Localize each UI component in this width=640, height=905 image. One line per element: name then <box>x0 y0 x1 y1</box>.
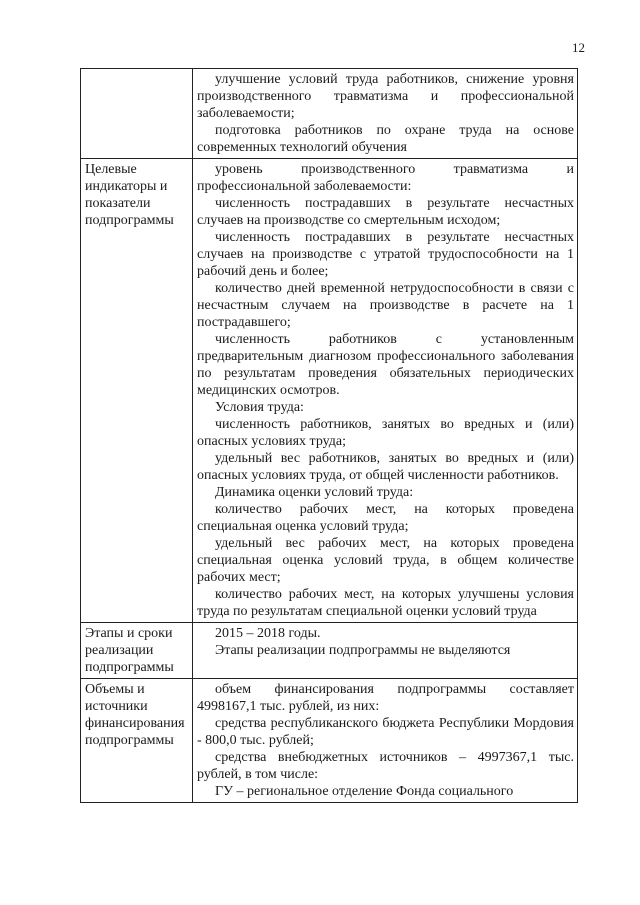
content-paragraph: Динамика оценки условий труда: <box>215 485 414 500</box>
content-paragraph: численность пострадавших в результате несчастных случаев на производстве с утратой трудоспособности на 1 рабочий день и более; <box>197 230 574 279</box>
row-label: Целевые индикаторы и показатели подпрограммы <box>81 159 193 623</box>
row-content <box>193 69 578 159</box>
content-paragraph: удельный вес рабочих мест, на которых проведена специальная оценка условий труда, в общем количестве рабочих мест; <box>197 536 574 585</box>
content-paragraph: улучшение условий труда работников, снижение уровня производственного травматизма и профессиональной заболеваемости; <box>197 72 574 121</box>
content-paragraph: ГУ – региональное отделение Фонда социального <box>215 784 514 799</box>
row-label: Этапы и сроки реализации подпрограммы <box>81 623 193 679</box>
row-content <box>193 159 578 623</box>
table-row <box>81 159 578 623</box>
content-paragraph: уровень производственного травматизма и профессиональной заболеваемости: <box>197 162 574 194</box>
table-row <box>81 69 578 159</box>
content-paragraph: численность работников с установленным предварительным диагнозом профессионального заболевания по результатам проведения обязательных периодических медицинских осмотров. <box>197 332 574 398</box>
content-paragraph: количество дней временной нетрудоспособности в связи с несчастным случаем на производстве в расчете на 1 пострадавшего; <box>197 281 574 330</box>
row-content <box>193 679 578 803</box>
content-paragraph: численность пострадавших в результате несчастных случаев на производстве со смертельным исходом; <box>197 196 574 228</box>
row-content <box>193 623 578 679</box>
content-paragraph: численность работников, занятых во вредных и (или) опасных условиях труда; <box>197 417 574 449</box>
content-paragraph: 2015 – 2018 годы. <box>215 626 321 641</box>
content-paragraph: средства республиканского бюджета Республики Мордовия - 800,0 тыс. рублей; <box>197 716 574 748</box>
content-paragraph: подготовка работников по охране труда на основе современных технологий обучения <box>197 123 574 155</box>
table-row <box>81 623 578 679</box>
page-number: 12 <box>572 40 585 55</box>
content-paragraph: удельный вес работников, занятых во вредных и (или) опасных условиях труда, от общей численности работников. <box>197 451 574 483</box>
content-paragraph: средства внебюджетных источников – 4997367,1 тыс. рублей, в том числе: <box>197 750 574 782</box>
content-paragraph: Этапы реализации подпрограммы не выделяются <box>215 643 511 658</box>
row-label: Объемы и источники финансирования подпрограммы <box>81 679 193 803</box>
table-row <box>81 679 578 803</box>
content-paragraph: объем финансирования подпрограммы составляет 4998167,1 тыс. рублей, из них: <box>197 682 574 714</box>
row-label <box>81 69 193 159</box>
content-paragraph: Условия труда: <box>215 400 304 415</box>
subprogram-passport-table <box>80 68 578 803</box>
content-paragraph: количество рабочих мест, на которых проведена специальная оценка условий труда; <box>197 502 574 534</box>
content-paragraph: количество рабочих мест, на которых улучшены условия труда по результатам специальной оценки условий труда <box>197 587 574 619</box>
